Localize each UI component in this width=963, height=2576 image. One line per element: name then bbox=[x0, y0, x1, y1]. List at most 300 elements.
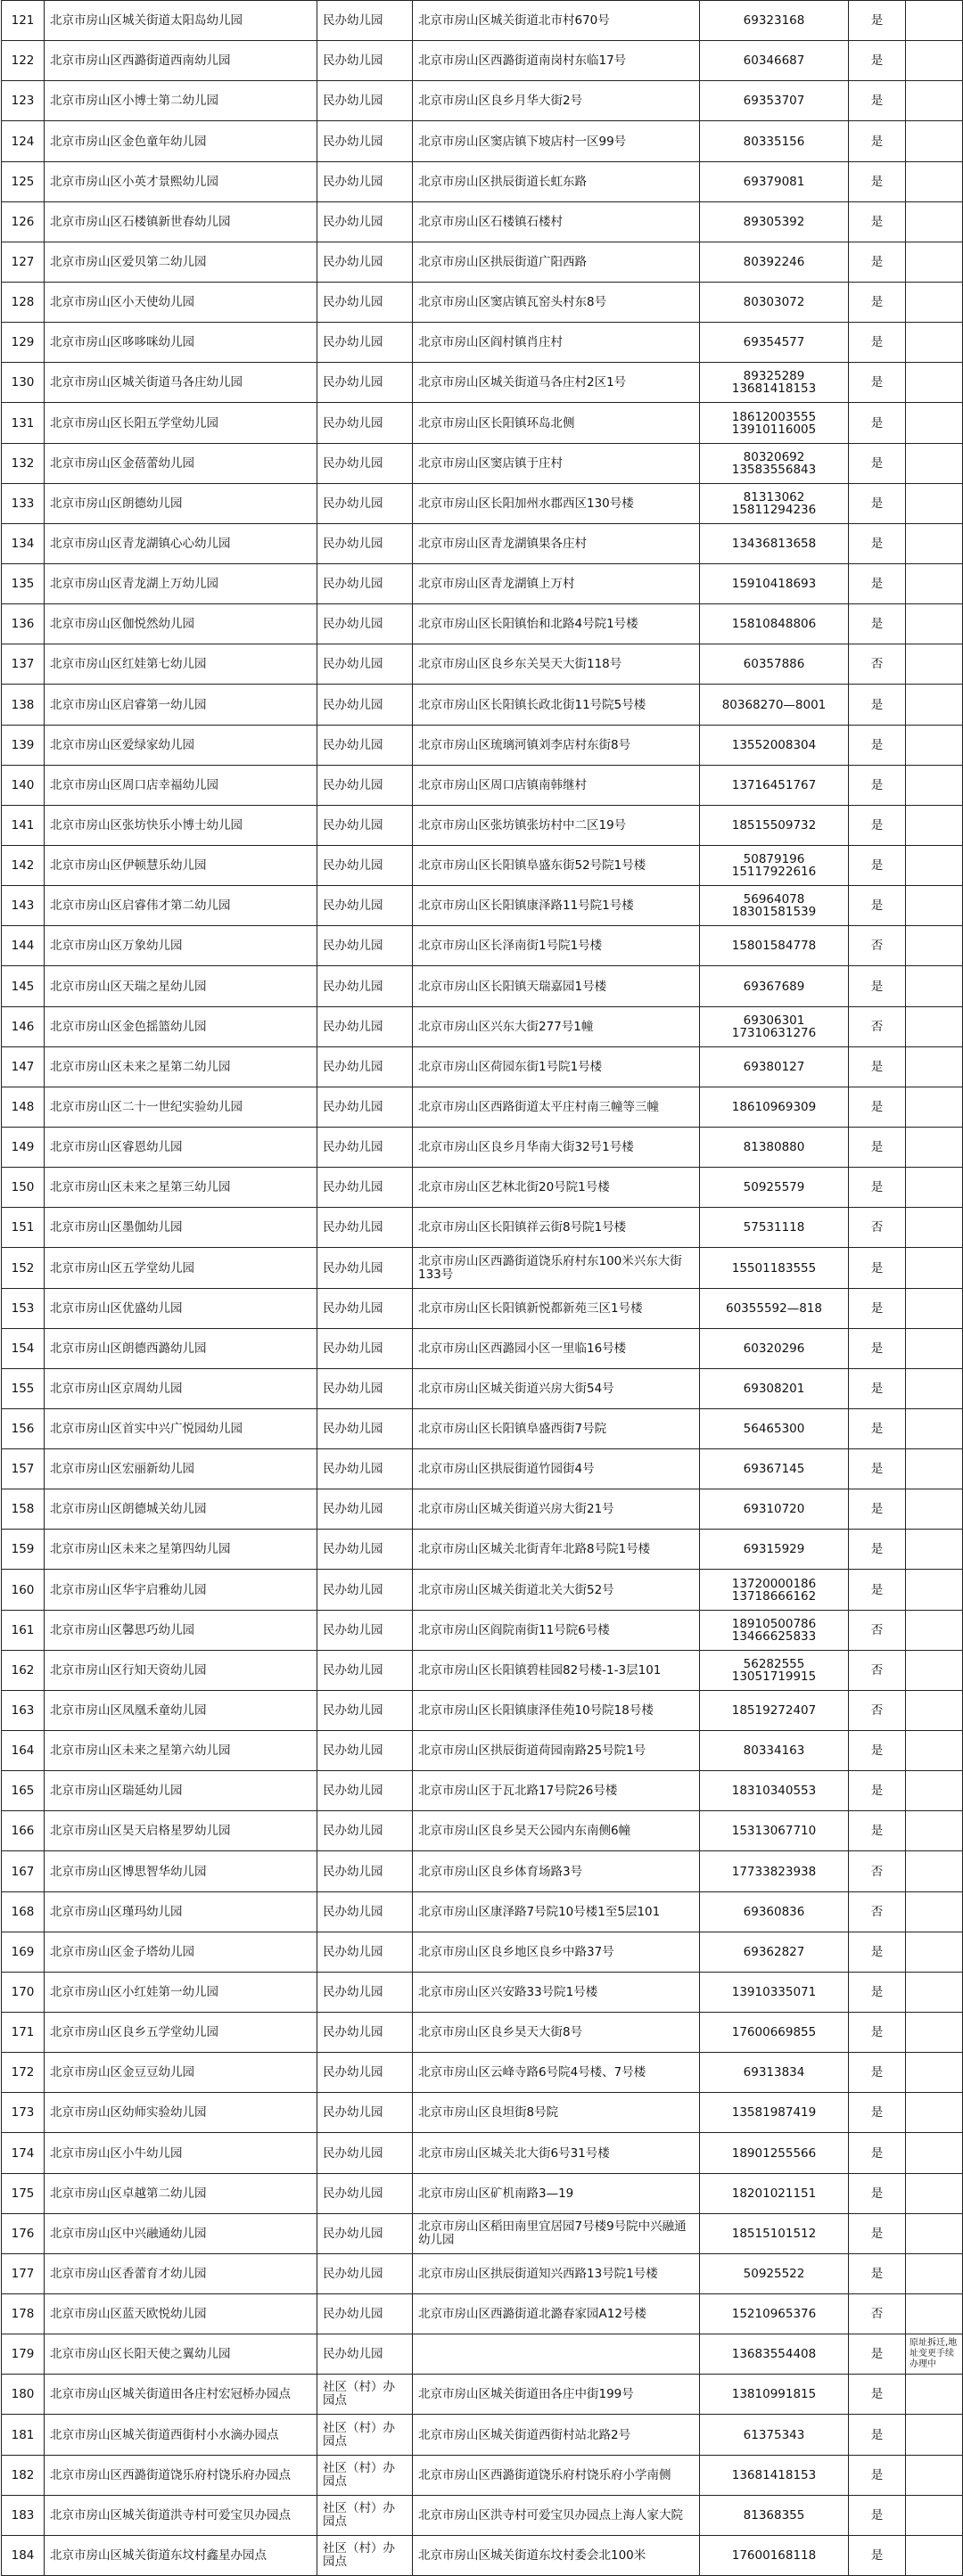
phone-cell bbox=[700, 926, 849, 966]
inclusive-status: 是 bbox=[849, 121, 906, 162]
row-number: 165 bbox=[2, 1771, 45, 1811]
phone-cell bbox=[700, 2174, 849, 2214]
kindergarten-name: 北京市房山区爱贝第二幼儿园 bbox=[45, 242, 317, 283]
phone-number: 69362827 bbox=[743, 1945, 805, 1959]
kindergarten-type: 民办幼儿园 bbox=[317, 1731, 413, 1771]
kindergarten-type: 民办幼儿园 bbox=[317, 484, 413, 524]
remark bbox=[906, 564, 963, 604]
kindergarten-type: 民办幼儿园 bbox=[317, 1047, 413, 1087]
phone-cell bbox=[700, 2334, 849, 2375]
phone-cell bbox=[700, 2294, 849, 2334]
phone-number: 15811294236 bbox=[731, 503, 817, 517]
table-row bbox=[2, 685, 963, 726]
kindergarten-type: 民办幼儿园 bbox=[317, 202, 413, 242]
remark bbox=[906, 1811, 963, 1851]
kindergarten-type: 民办幼儿园 bbox=[317, 2214, 413, 2254]
remark bbox=[906, 2013, 963, 2053]
phone-cell bbox=[700, 1449, 849, 1489]
row-number: 145 bbox=[2, 966, 45, 1007]
phone-cell bbox=[700, 81, 849, 121]
phone-cell bbox=[700, 806, 849, 846]
inclusive-status: 否 bbox=[849, 1007, 906, 1047]
remark bbox=[906, 283, 963, 323]
remark bbox=[906, 1932, 963, 1973]
row-number: 174 bbox=[2, 2133, 45, 2174]
table-row bbox=[2, 2294, 963, 2334]
remark bbox=[906, 1007, 963, 1047]
remark bbox=[906, 1851, 963, 1892]
kindergarten-type: 民办幼儿园 bbox=[317, 1289, 413, 1329]
kindergarten-address: 北京市房山区阎村镇肖庄村 bbox=[413, 323, 700, 363]
table-row bbox=[2, 1409, 963, 1449]
table-row bbox=[2, 846, 963, 886]
remark bbox=[906, 2093, 963, 2133]
inclusive-status: 是 bbox=[849, 1771, 906, 1811]
remark bbox=[906, 1973, 963, 2013]
kindergarten-name: 北京市房山区伽悦然幼儿园 bbox=[45, 604, 317, 644]
kindergarten-name: 北京市房山区西潞街道饶乐府村饶乐府办园点 bbox=[45, 2456, 317, 2496]
remark bbox=[906, 2053, 963, 2093]
table-row bbox=[2, 2133, 963, 2174]
phone-cell bbox=[700, 2053, 849, 2093]
phone-cell bbox=[700, 1932, 849, 1973]
kindergarten-address: 北京市房山区西潞街道饶乐府村东100米兴东大街133号 bbox=[413, 1248, 700, 1289]
phone-number: 50925522 bbox=[743, 2267, 805, 2281]
row-number: 146 bbox=[2, 1007, 45, 1047]
remark bbox=[906, 2214, 963, 2254]
kindergarten-name: 北京市房山区卓越第二幼儿园 bbox=[45, 2174, 317, 2214]
table-row bbox=[2, 2536, 963, 2576]
kindergarten-type: 民办幼儿园 bbox=[317, 1449, 413, 1489]
inclusive-status: 是 bbox=[849, 323, 906, 363]
remark bbox=[906, 1329, 963, 1369]
phone-number: 69354577 bbox=[743, 335, 805, 349]
kindergarten-type: 民办幼儿园 bbox=[317, 162, 413, 202]
remark bbox=[906, 1771, 963, 1811]
phone-number: 13436813658 bbox=[731, 537, 817, 551]
kindergarten-type: 民办幼儿园 bbox=[317, 81, 413, 121]
kindergarten-type: 民办幼儿园 bbox=[317, 2254, 413, 2294]
phone-number: 13681418153 bbox=[731, 381, 817, 396]
phone-number: 69367145 bbox=[743, 1462, 805, 1476]
phone-cell bbox=[700, 846, 849, 886]
inclusive-status: 否 bbox=[849, 1651, 906, 1691]
kindergarten-name: 北京市房山区未来之星第六幼儿园 bbox=[45, 1731, 317, 1771]
inclusive-status: 是 bbox=[849, 1329, 906, 1369]
table-row bbox=[2, 524, 963, 564]
table-row bbox=[2, 1248, 963, 1289]
row-number: 158 bbox=[2, 1489, 45, 1530]
phone-number: 13466625833 bbox=[731, 1629, 817, 1644]
kindergarten-address: 北京市房山区长阳镇阜盛西街7号院 bbox=[413, 1409, 700, 1449]
remark bbox=[906, 685, 963, 726]
kindergarten-name: 北京市房山区周口店幸福幼儿园 bbox=[45, 766, 317, 806]
kindergarten-name: 北京市房山区万象幼儿园 bbox=[45, 926, 317, 966]
row-number: 132 bbox=[2, 444, 45, 484]
inclusive-status: 是 bbox=[849, 2415, 906, 2456]
remark bbox=[906, 2294, 963, 2334]
remark bbox=[906, 1651, 963, 1691]
table-row bbox=[2, 726, 963, 766]
kindergarten-type: 民办幼儿园 bbox=[317, 2133, 413, 2174]
table-row bbox=[2, 2093, 963, 2133]
remark bbox=[906, 1369, 963, 1409]
kindergarten-type: 民办幼儿园 bbox=[317, 926, 413, 966]
phone-cell bbox=[700, 1973, 849, 2013]
kindergarten-address: 北京市房山区城关街道北市村670号 bbox=[413, 1, 700, 41]
table-row bbox=[2, 604, 963, 644]
row-number: 122 bbox=[2, 41, 45, 81]
phone-cell bbox=[700, 41, 849, 81]
kindergarten-address: 北京市房山区拱辰街道长虹东路 bbox=[413, 162, 700, 202]
phone-number: 80320692 bbox=[743, 450, 805, 464]
inclusive-status: 是 bbox=[849, 1087, 906, 1128]
phone-number: 81380880 bbox=[743, 1140, 805, 1154]
inclusive-status: 是 bbox=[849, 2214, 906, 2254]
phone-cell bbox=[700, 121, 849, 162]
table-row bbox=[2, 283, 963, 323]
phone-cell bbox=[700, 2254, 849, 2294]
row-number: 181 bbox=[2, 2415, 45, 2456]
kindergarten-type: 社区（村）办园点 bbox=[317, 2375, 413, 2415]
kindergarten-address: 北京市房山区西潞街道饶乐府村饶乐府小学南侧 bbox=[413, 2456, 700, 2496]
kindergarten-name: 北京市房山区良乡五学堂幼儿园 bbox=[45, 2013, 317, 2053]
row-number: 176 bbox=[2, 2214, 45, 2254]
table-row bbox=[2, 966, 963, 1007]
kindergarten-address: 北京市房山区良乡月华大街2号 bbox=[413, 81, 700, 121]
remark bbox=[906, 2456, 963, 2496]
kindergarten-type: 民办幼儿园 bbox=[317, 444, 413, 484]
inclusive-status: 是 bbox=[849, 444, 906, 484]
kindergarten-type: 民办幼儿园 bbox=[317, 283, 413, 323]
remark bbox=[906, 926, 963, 966]
phone-number: 13910116005 bbox=[731, 422, 817, 437]
remark bbox=[906, 524, 963, 564]
kindergarten-name: 北京市房山区伊顿慧乐幼儿园 bbox=[45, 846, 317, 886]
kindergarten-type: 民办幼儿园 bbox=[317, 1369, 413, 1409]
kindergarten-address: 北京市房山区阎院南街11号院6号楼 bbox=[413, 1611, 700, 1651]
phone-cell bbox=[700, 1128, 849, 1168]
kindergarten-name: 北京市房山区城关街道太阳岛幼儿园 bbox=[45, 1, 317, 41]
phone-cell bbox=[700, 1087, 849, 1128]
kindergarten-type: 民办幼儿园 bbox=[317, 1892, 413, 1932]
kindergarten-name: 北京市房山区金色童年幼儿园 bbox=[45, 121, 317, 162]
kindergarten-type: 民办幼儿园 bbox=[317, 2334, 413, 2375]
kindergarten-address: 北京市房山区艺林北街20号院1号楼 bbox=[413, 1168, 700, 1208]
row-number: 135 bbox=[2, 564, 45, 604]
remark bbox=[906, 1691, 963, 1731]
table-row bbox=[2, 403, 963, 444]
phone-cell bbox=[700, 242, 849, 283]
table-row bbox=[2, 242, 963, 283]
phone-number: 50879196 bbox=[743, 852, 805, 866]
inclusive-status: 是 bbox=[849, 1973, 906, 2013]
kindergarten-name: 北京市房山区未来之星第三幼儿园 bbox=[45, 1168, 317, 1208]
row-number: 161 bbox=[2, 1611, 45, 1651]
kindergarten-name: 北京市房山区宏丽新幼儿园 bbox=[45, 1449, 317, 1489]
kindergarten-address: 北京市房山区长阳镇碧桂园82号楼-1-3层101 bbox=[413, 1651, 700, 1691]
phone-number: 15910418693 bbox=[731, 577, 817, 591]
kindergarten-name: 北京市房山区馨思巧幼儿园 bbox=[45, 1611, 317, 1651]
phone-number: 18612003555 bbox=[731, 409, 817, 424]
kindergarten-address: 北京市房山区长阳镇康泽佳苑10号院18号楼 bbox=[413, 1691, 700, 1731]
table-row bbox=[2, 2375, 963, 2415]
kindergarten-name: 北京市房山区首实中兴广悦园幼儿园 bbox=[45, 1409, 317, 1449]
remark bbox=[906, 2133, 963, 2174]
inclusive-status: 是 bbox=[849, 1047, 906, 1087]
remark bbox=[906, 242, 963, 283]
remark bbox=[906, 2536, 963, 2576]
kindergarten-address: 北京市房山区城关街道北关大街52号 bbox=[413, 1570, 700, 1611]
remark bbox=[906, 2375, 963, 2415]
inclusive-status: 是 bbox=[849, 202, 906, 242]
phone-number: 15117922616 bbox=[731, 865, 817, 879]
inclusive-status: 是 bbox=[849, 1128, 906, 1168]
kindergarten-address: 北京市房山区城关街道西街村站北路2号 bbox=[413, 2415, 700, 2456]
phone-number: 81313062 bbox=[743, 490, 805, 505]
phone-number: 13683554408 bbox=[731, 2347, 817, 2361]
inclusive-status: 是 bbox=[849, 1409, 906, 1449]
kindergarten-address: 北京市房山区琉璃河镇刘李店村东街8号 bbox=[413, 726, 700, 766]
phone-number: 69315929 bbox=[743, 1542, 805, 1556]
kindergarten-name: 北京市房山区优盛幼儿园 bbox=[45, 1289, 317, 1329]
table-row bbox=[2, 1007, 963, 1047]
inclusive-status: 是 bbox=[849, 81, 906, 121]
kindergarten-name: 北京市房山区墨伽幼儿园 bbox=[45, 1208, 317, 1248]
kindergarten-address: 北京市房山区长阳镇长政北街11号院5号楼 bbox=[413, 685, 700, 726]
row-number: 139 bbox=[2, 726, 45, 766]
inclusive-status: 是 bbox=[849, 41, 906, 81]
kindergarten-type: 民办幼儿园 bbox=[317, 524, 413, 564]
row-number: 180 bbox=[2, 2375, 45, 2415]
kindergarten-address: 北京市房山区良乡体育场路3号 bbox=[413, 1851, 700, 1892]
table-row bbox=[2, 162, 963, 202]
phone-number: 18519272407 bbox=[731, 1703, 817, 1718]
row-number: 148 bbox=[2, 1087, 45, 1128]
table-row bbox=[2, 1932, 963, 1973]
kindergarten-name: 北京市房山区昊天启格星罗幼儿园 bbox=[45, 1811, 317, 1851]
kindergarten-address: 北京市房山区拱辰街道荷园南路25号院1号 bbox=[413, 1731, 700, 1771]
phone-cell bbox=[700, 1047, 849, 1087]
phone-number: 89305392 bbox=[743, 215, 805, 229]
inclusive-status: 是 bbox=[849, 283, 906, 323]
kindergarten-type: 民办幼儿园 bbox=[317, 1128, 413, 1168]
kindergarten-name: 北京市房山区小英才景熙幼儿园 bbox=[45, 162, 317, 202]
inclusive-status: 是 bbox=[849, 2254, 906, 2294]
table-row bbox=[2, 1449, 963, 1489]
table-row bbox=[2, 1851, 963, 1892]
kindergarten-address: 北京市房山区石楼镇石楼村 bbox=[413, 202, 700, 242]
kindergarten-name: 北京市房山区金蓓蕾幼儿园 bbox=[45, 444, 317, 484]
row-number: 129 bbox=[2, 323, 45, 363]
kindergarten-type: 民办幼儿园 bbox=[317, 41, 413, 81]
phone-number: 18201021151 bbox=[731, 2186, 817, 2201]
inclusive-status: 否 bbox=[849, 1611, 906, 1651]
kindergarten-address: 北京市房山区张坊镇张坊村中二区19号 bbox=[413, 806, 700, 846]
phone-number: 81368355 bbox=[743, 2508, 805, 2523]
row-number: 179 bbox=[2, 2334, 45, 2375]
row-number: 167 bbox=[2, 1851, 45, 1892]
inclusive-status: 是 bbox=[849, 1932, 906, 1973]
remark bbox=[906, 846, 963, 886]
kindergarten-name: 北京市房山区未来之星第二幼儿园 bbox=[45, 1047, 317, 1087]
phone-number: 69360836 bbox=[743, 1905, 805, 1919]
remark bbox=[906, 444, 963, 484]
row-number: 137 bbox=[2, 644, 45, 685]
inclusive-status: 是 bbox=[849, 1289, 906, 1329]
phone-cell bbox=[700, 2415, 849, 2456]
remark bbox=[906, 484, 963, 524]
kindergarten-type: 民办幼儿园 bbox=[317, 2053, 413, 2093]
kindergarten-type: 民办幼儿园 bbox=[317, 2174, 413, 2214]
remark bbox=[906, 1248, 963, 1289]
kindergarten-name: 北京市房山区博思智华幼儿园 bbox=[45, 1851, 317, 1892]
row-number: 166 bbox=[2, 1811, 45, 1851]
table-row bbox=[2, 1047, 963, 1087]
kindergarten-address: 北京市房山区矿机南路3—19 bbox=[413, 2174, 700, 2214]
kindergarten-type: 民办幼儿园 bbox=[317, 1329, 413, 1369]
phone-number: 15810848806 bbox=[731, 617, 817, 631]
kindergarten-address bbox=[413, 2334, 700, 2375]
row-number: 131 bbox=[2, 403, 45, 444]
remark bbox=[906, 1168, 963, 1208]
kindergarten-name: 北京市房山区中兴融通幼儿园 bbox=[45, 2214, 317, 2254]
inclusive-status: 是 bbox=[849, 162, 906, 202]
remark bbox=[906, 1449, 963, 1489]
phone-number: 17733823938 bbox=[731, 1864, 817, 1879]
phone-cell bbox=[700, 966, 849, 1007]
inclusive-status: 否 bbox=[849, 926, 906, 966]
table-row bbox=[2, 886, 963, 926]
inclusive-status: 是 bbox=[849, 2375, 906, 2415]
row-number: 154 bbox=[2, 1329, 45, 1369]
kindergarten-address: 北京市房山区城关街道马各庄村2区1号 bbox=[413, 363, 700, 403]
kindergarten-address: 北京市房山区长阳镇阜盛东街52号院1号楼 bbox=[413, 846, 700, 886]
phone-number: 13552008304 bbox=[731, 738, 817, 752]
kindergarten-type: 民办幼儿园 bbox=[317, 1851, 413, 1892]
inclusive-status: 否 bbox=[849, 1208, 906, 1248]
kindergarten-type: 民办幼儿园 bbox=[317, 1611, 413, 1651]
phone-cell bbox=[700, 1208, 849, 1248]
phone-cell bbox=[700, 2013, 849, 2053]
kindergarten-name: 北京市房山区城关街道马各庄幼儿园 bbox=[45, 363, 317, 403]
kindergarten-type: 民办幼儿园 bbox=[317, 1007, 413, 1047]
kindergarten-address: 北京市房山区城关北街青年北路8号院1号楼 bbox=[413, 1530, 700, 1570]
kindergarten-address: 北京市房山区周口店镇南韩继村 bbox=[413, 766, 700, 806]
kindergarten-type: 民办幼儿园 bbox=[317, 766, 413, 806]
kindergarten-address: 北京市房山区云峰寺路6号院4号楼、7号楼 bbox=[413, 2053, 700, 2093]
inclusive-status: 是 bbox=[849, 524, 906, 564]
kindergarten-name: 北京市房山区张坊快乐小博士幼儿园 bbox=[45, 806, 317, 846]
row-number: 138 bbox=[2, 685, 45, 726]
inclusive-status: 是 bbox=[849, 1811, 906, 1851]
phone-number: 80334163 bbox=[743, 1743, 805, 1758]
kindergarten-name: 北京市房山区二十一世纪实验幼儿园 bbox=[45, 1087, 317, 1128]
phone-cell bbox=[700, 323, 849, 363]
kindergarten-address: 北京市房山区拱辰街道竹园街4号 bbox=[413, 1449, 700, 1489]
inclusive-status: 是 bbox=[849, 403, 906, 444]
phone-number: 69323168 bbox=[743, 13, 805, 28]
kindergarten-table bbox=[1, 0, 963, 2576]
table-row bbox=[2, 766, 963, 806]
kindergarten-type: 民办幼儿园 bbox=[317, 966, 413, 1007]
kindergarten-address: 北京市房山区西潞街道北潞春家园A12号楼 bbox=[413, 2294, 700, 2334]
phone-number: 13720000186 bbox=[731, 1576, 817, 1591]
kindergarten-address: 北京市房山区拱辰街道广阳西路 bbox=[413, 242, 700, 283]
kindergarten-address: 北京市房山区于瓦北路17号院26号楼 bbox=[413, 1771, 700, 1811]
phone-number: 69306301 bbox=[743, 1013, 805, 1028]
phone-number: 18610969309 bbox=[731, 1100, 817, 1114]
phone-number: 13716451767 bbox=[731, 778, 817, 792]
kindergarten-type: 民办幼儿园 bbox=[317, 2294, 413, 2334]
remark bbox=[906, 162, 963, 202]
row-number: 141 bbox=[2, 806, 45, 846]
row-number: 178 bbox=[2, 2294, 45, 2334]
inclusive-status: 是 bbox=[849, 1449, 906, 1489]
phone-cell bbox=[700, 1811, 849, 1851]
row-number: 170 bbox=[2, 1973, 45, 2013]
kindergarten-type: 民办幼儿园 bbox=[317, 1248, 413, 1289]
phone-cell bbox=[700, 2496, 849, 2536]
remark bbox=[906, 1409, 963, 1449]
inclusive-status: 是 bbox=[849, 966, 906, 1007]
row-number: 155 bbox=[2, 1369, 45, 1409]
row-number: 151 bbox=[2, 1208, 45, 1248]
kindergarten-name: 北京市房山区华宇启雅幼儿园 bbox=[45, 1570, 317, 1611]
kindergarten-name: 北京市房山区金色摇篮幼儿园 bbox=[45, 1007, 317, 1047]
kindergarten-type: 民办幼儿园 bbox=[317, 1409, 413, 1449]
row-number: 150 bbox=[2, 1168, 45, 1208]
row-number: 172 bbox=[2, 2053, 45, 2093]
row-number: 153 bbox=[2, 1289, 45, 1329]
phone-cell bbox=[700, 484, 849, 524]
phone-cell bbox=[700, 1611, 849, 1651]
inclusive-status: 是 bbox=[849, 2496, 906, 2536]
row-number: 133 bbox=[2, 484, 45, 524]
table-row bbox=[2, 41, 963, 81]
phone-number: 15313067710 bbox=[731, 1824, 817, 1838]
phone-cell bbox=[700, 444, 849, 484]
inclusive-status: 是 bbox=[849, 484, 906, 524]
kindergarten-address: 北京市房山区长阳镇康泽路11号院1号楼 bbox=[413, 886, 700, 926]
phone-number: 80368270—8001 bbox=[721, 697, 827, 712]
kindergarten-address: 北京市房山区城关街道兴房大街54号 bbox=[413, 1369, 700, 1409]
row-number: 134 bbox=[2, 524, 45, 564]
inclusive-status: 是 bbox=[849, 242, 906, 283]
kindergarten-name: 北京市房山区瑞延幼儿园 bbox=[45, 1771, 317, 1811]
kindergarten-type: 民办幼儿园 bbox=[317, 2093, 413, 2133]
remark bbox=[906, 1530, 963, 1570]
phone-cell bbox=[700, 2456, 849, 2496]
phone-cell bbox=[700, 1771, 849, 1811]
kindergarten-address: 北京市房山区稻田南里宜居园7号楼9号院中兴融通幼儿园 bbox=[413, 2214, 700, 2254]
kindergarten-address: 北京市房山区兴东大街277号1幢 bbox=[413, 1007, 700, 1047]
kindergarten-address: 北京市房山区西潞园小区一里临16号楼 bbox=[413, 1329, 700, 1369]
kindergarten-name: 北京市房山区天瑞之星幼儿园 bbox=[45, 966, 317, 1007]
row-number: 142 bbox=[2, 846, 45, 886]
kindergarten-type: 民办幼儿园 bbox=[317, 1932, 413, 1973]
remark bbox=[906, 1731, 963, 1771]
phone-cell bbox=[700, 1007, 849, 1047]
kindergarten-name: 北京市房山区启睿伟才第二幼儿园 bbox=[45, 886, 317, 926]
table-row bbox=[2, 1691, 963, 1731]
inclusive-status: 是 bbox=[849, 685, 906, 726]
row-number: 123 bbox=[2, 81, 45, 121]
kindergarten-address: 北京市房山区良坦街8号院 bbox=[413, 2093, 700, 2133]
phone-number: 15501183555 bbox=[731, 1260, 817, 1276]
inclusive-status: 是 bbox=[849, 2053, 906, 2093]
table-row bbox=[2, 1128, 963, 1168]
